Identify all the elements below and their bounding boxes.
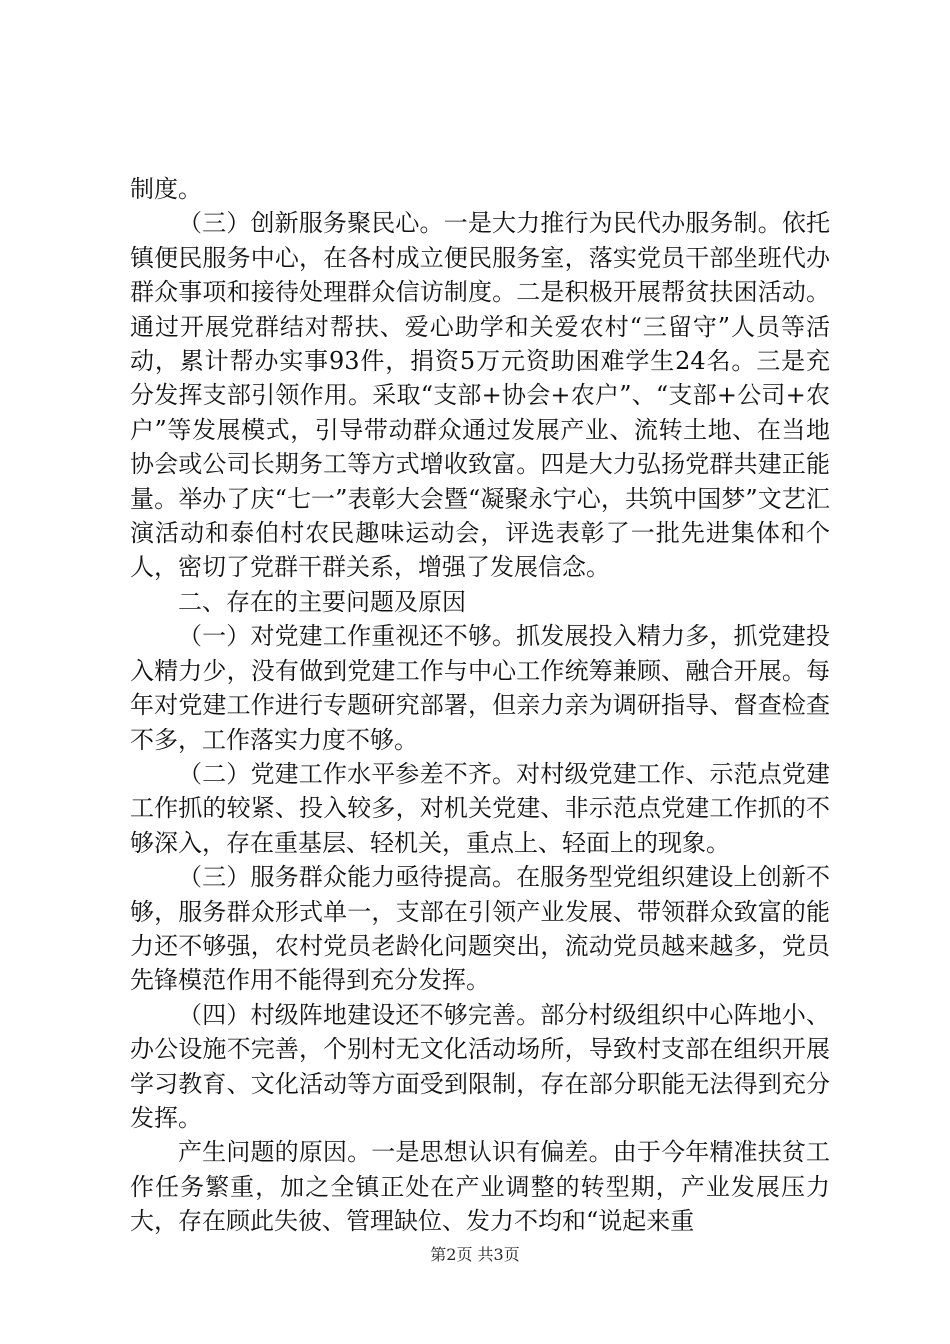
paragraph-problem-1: （一）对党建工作重视还不够。抓发展投入精力多，抓党建投入精力少，没有做到党建工作与中心工作统筹兼顾、融合开展。每年对党建工作进行专题研究部署，但亲力亲为调研指导、督查检查不多，工作落实力度不够。 [130,622,830,754]
page-footer [0,1245,950,1265]
document-body [130,172,830,1239]
paragraph-problem-2: （二）党建工作水平参差不齐。对村级党建工作、示范点党建工作抓的较紧、投入较多，对机关党建、非示范点党建工作抓的不够深入，存在重基层、轻机关，重点上、轻面上的现象。 [130,759,830,857]
paragraph-continuation: 制度。 [130,175,202,203]
page-number: 第2页 共3页 [430,1245,520,1264]
paragraph-innovation-service: （三）创新服务聚民心。一是大力推行为民代办服务制。依托镇便民服务中心，在各村成立便民服务室，落实党员干部坐班代办群众事项和接待处理群众信访制度。二是积极开展帮贫扶困活动。通过开展党群结对帮扶、爱心助学和关爱农村“三留守”人员等活动，累计帮办实事93件，捐资5万元资助困难学生24名。三是充分发挥支部引领作用。采取“支部+协会+农户”、“支部+公司+农户”等发展模式，引导带动群众通过发展产业、流转土地、在当地协会或公司长期务工等方式增收致富。四是大力弘扬党群共建正能量。举办了庆“七一”表彰大会暨“凝聚永宁心，共筑中国梦”文艺汇演活动和泰伯村农民趣味运动会，评选表彰了一批先进集体和个人，密切了党群干群关系，增强了发展信念。 [130,209,830,582]
paragraph-problem-3: （三）服务群众能力亟待提高。在服务型党组织建设上创新不够，服务群众形式单一，支部在引领产业发展、带领群众致富的能力还不够强，农村党员老龄化问题突出，流动党员越来越多，党员先锋模范作用不能得到充分发挥。 [130,863,830,995]
section-heading-problems: 二、存在的主要问题及原因 [178,587,466,616]
paragraph-problem-4: （四）村级阵地建设还不够完善。部分村级组织中心阵地小、办公设施不完善，个别村无文化活动场所，导致村支部在组织开展学习教育、文化活动等方面受到限制，存在部分职能无法得到充分发挥。 [130,1000,830,1132]
paragraph-causes: 产生问题的原因。一是思想认识有偏差。由于今年精准扶贫工作任务繁重，加之全镇正处在产业调整的转型期，产业发展压力大，存在顾此失彼、管理缺位、发力不均和“说起来重 [130,1138,830,1236]
